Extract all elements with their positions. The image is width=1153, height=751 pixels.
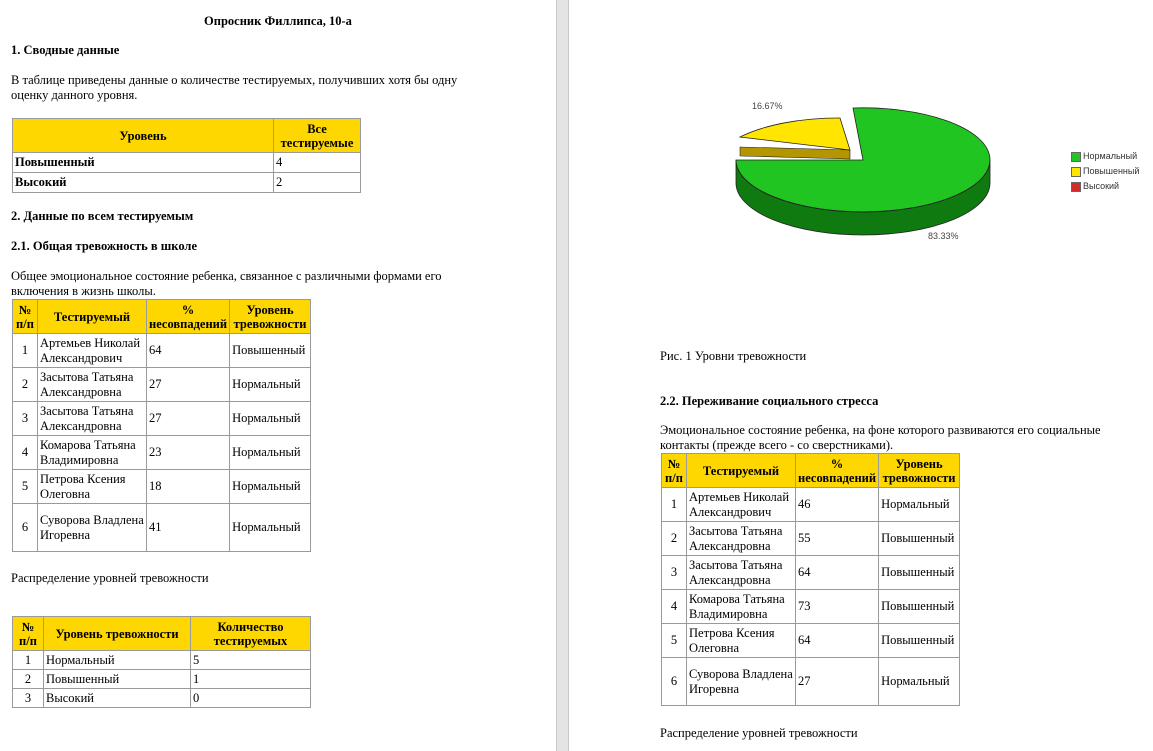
summary-header-level: Уровень xyxy=(13,119,274,153)
header-pct: % несовпадений xyxy=(147,300,230,334)
table-row xyxy=(13,470,311,504)
document-title: Опросник Филлипса, 10-а xyxy=(204,14,352,28)
header-pct: % несовпадений xyxy=(796,454,879,488)
row-num: 5 xyxy=(13,470,38,504)
row-pct: 18 xyxy=(147,470,230,504)
row-level: Высокий xyxy=(44,689,191,708)
table-row xyxy=(13,504,311,552)
section-2-1-heading: 2.1. Общая тревожность в школе xyxy=(11,239,197,253)
row-level: Нормальный xyxy=(230,470,311,504)
pie-label-small: 16.67% xyxy=(752,101,783,111)
summary-level-cell: Высокий xyxy=(13,173,274,193)
row-level: Нормальный xyxy=(230,368,311,402)
row-level: Нормальный xyxy=(230,436,311,470)
section-2-2-text: Эмоциональное состояние ребенка, на фоне которого развиваются его социальные контакты (прежде всего - со сверстниками). xyxy=(660,423,1101,452)
row-pct: 27 xyxy=(147,402,230,436)
table-row xyxy=(13,402,311,436)
summary-count-cell: 2 xyxy=(274,173,361,193)
page-gap xyxy=(556,0,569,751)
row-count: 0 xyxy=(191,689,311,708)
row-level: Повышенный xyxy=(879,556,960,590)
row-num: 1 xyxy=(662,488,687,522)
row-level: Нормальный xyxy=(230,402,311,436)
row-pct: 55 xyxy=(796,522,879,556)
header-count: Количество тестируемых xyxy=(191,617,311,651)
summary-table xyxy=(12,118,361,193)
table-row xyxy=(662,556,960,590)
row-level: Нормальный xyxy=(879,658,960,706)
row-pct: 46 xyxy=(796,488,879,522)
table-row xyxy=(13,689,311,708)
table-row xyxy=(662,522,960,556)
anxiety-pie-chart xyxy=(700,90,1020,250)
legend-item-high xyxy=(1071,181,1119,192)
pie-side-elevated xyxy=(740,147,850,159)
row-pct: 73 xyxy=(796,590,879,624)
row-num: 1 xyxy=(13,651,44,670)
table-row xyxy=(13,651,311,670)
legend-swatch-elevated xyxy=(1071,167,1081,177)
legend-swatch-high xyxy=(1071,182,1081,192)
row-pct: 64 xyxy=(796,624,879,658)
row-num: 6 xyxy=(13,504,38,552)
summary-level-cell: Повышенный xyxy=(13,153,274,173)
social-stress-table xyxy=(661,453,960,706)
row-name: Засытова Татьяна Александровна xyxy=(38,368,147,402)
row-name: Засытова Татьяна Александровна xyxy=(38,402,147,436)
header-level: Уровень тревожности xyxy=(879,454,960,488)
section-1-heading: 1. Сводные данные xyxy=(11,43,120,57)
row-name: Засытова Татьяна Александровна xyxy=(687,556,796,590)
row-name: Засытова Татьяна Александровна xyxy=(687,522,796,556)
section-2-1-text: Общее эмоциональное состояние ребенка, связанное с различными формами его включения в жизнь школы. xyxy=(11,269,442,298)
table-row xyxy=(13,153,361,173)
table-row xyxy=(662,488,960,522)
row-level: Повышенный xyxy=(230,334,311,368)
row-name: Артемьев Николай Александрович xyxy=(38,334,147,368)
table-row xyxy=(13,436,311,470)
section-1-text: В таблице приведены данные о количестве тестируемых, получивших хотя бы одну оценку данного уровня. xyxy=(11,73,458,102)
distribution-table xyxy=(12,616,311,708)
row-pct: 27 xyxy=(147,368,230,402)
header-num: № п/п xyxy=(662,454,687,488)
row-name: Артемьев Николай Александрович xyxy=(687,488,796,522)
row-num: 1 xyxy=(13,334,38,368)
legend-label: Высокий xyxy=(1083,181,1120,191)
row-num: 2 xyxy=(662,522,687,556)
row-pct: 27 xyxy=(796,658,879,706)
legend-label: Нормальный xyxy=(1083,151,1138,161)
row-name: Суворова Владлена Игоревна xyxy=(687,658,796,706)
row-pct: 64 xyxy=(796,556,879,590)
row-count: 1 xyxy=(191,670,311,689)
table-row xyxy=(662,590,960,624)
row-level: Нормальный xyxy=(44,651,191,670)
header-name: Тестируемый xyxy=(38,300,147,334)
legend-item-normal xyxy=(1071,151,1137,162)
table-row xyxy=(13,368,311,402)
row-pct: 64 xyxy=(147,334,230,368)
distribution-caption-2: Распределение уровней тревожности xyxy=(660,726,858,740)
row-level: Нормальный xyxy=(879,488,960,522)
header-level: Уровень тревожности xyxy=(44,617,191,651)
row-num: 2 xyxy=(13,368,38,402)
figure-caption: Рис. 1 Уровни тревожности xyxy=(660,349,807,363)
legend-label: Повышенный xyxy=(1083,166,1140,176)
header-name: Тестируемый xyxy=(687,454,796,488)
row-name: Комарова Татьяна Владимировна xyxy=(38,436,147,470)
table-row xyxy=(13,670,311,689)
distribution-caption: Распределение уровней тревожности xyxy=(11,571,209,585)
row-num: 3 xyxy=(13,402,38,436)
row-num: 4 xyxy=(13,436,38,470)
row-level: Повышенный xyxy=(879,624,960,658)
legend-item-elevated xyxy=(1071,166,1139,177)
row-num: 6 xyxy=(662,658,687,706)
legend-swatch-normal xyxy=(1071,152,1081,162)
row-level: Нормальный xyxy=(230,504,311,552)
summary-header-all: Все тестируемые xyxy=(274,119,361,153)
row-num: 3 xyxy=(13,689,44,708)
row-pct: 41 xyxy=(147,504,230,552)
document-page-left xyxy=(0,0,556,751)
row-num: 3 xyxy=(662,556,687,590)
pie-label-big: 83.33% xyxy=(928,231,959,241)
row-count: 5 xyxy=(191,651,311,670)
row-num: 4 xyxy=(662,590,687,624)
row-name: Петрова Ксения Олеговна xyxy=(687,624,796,658)
table-row xyxy=(662,624,960,658)
table-row xyxy=(662,658,960,706)
summary-count-cell: 4 xyxy=(274,153,361,173)
row-level: Повышенный xyxy=(879,522,960,556)
table-row xyxy=(13,173,361,193)
table-row xyxy=(13,334,311,368)
row-name: Комарова Татьяна Владимировна xyxy=(687,590,796,624)
section-2-heading: 2. Данные по всем тестируемым xyxy=(11,209,194,223)
row-num: 5 xyxy=(662,624,687,658)
row-name: Суворова Владлена Игоревна xyxy=(38,504,147,552)
row-level: Повышенный xyxy=(879,590,960,624)
header-num: № п/п xyxy=(13,300,38,334)
header-num: № п/п xyxy=(13,617,44,651)
row-num: 2 xyxy=(13,670,44,689)
pie-slice-elevated xyxy=(740,118,850,150)
section-2-2-heading: 2.2. Переживание социального стресса xyxy=(660,394,879,408)
header-level: Уровень тревожности xyxy=(230,300,311,334)
row-level: Повышенный xyxy=(44,670,191,689)
pie-slice-normal xyxy=(736,108,990,212)
row-pct: 23 xyxy=(147,436,230,470)
anxiety-school-table xyxy=(12,299,311,552)
row-name: Петрова Ксения Олеговна xyxy=(38,470,147,504)
